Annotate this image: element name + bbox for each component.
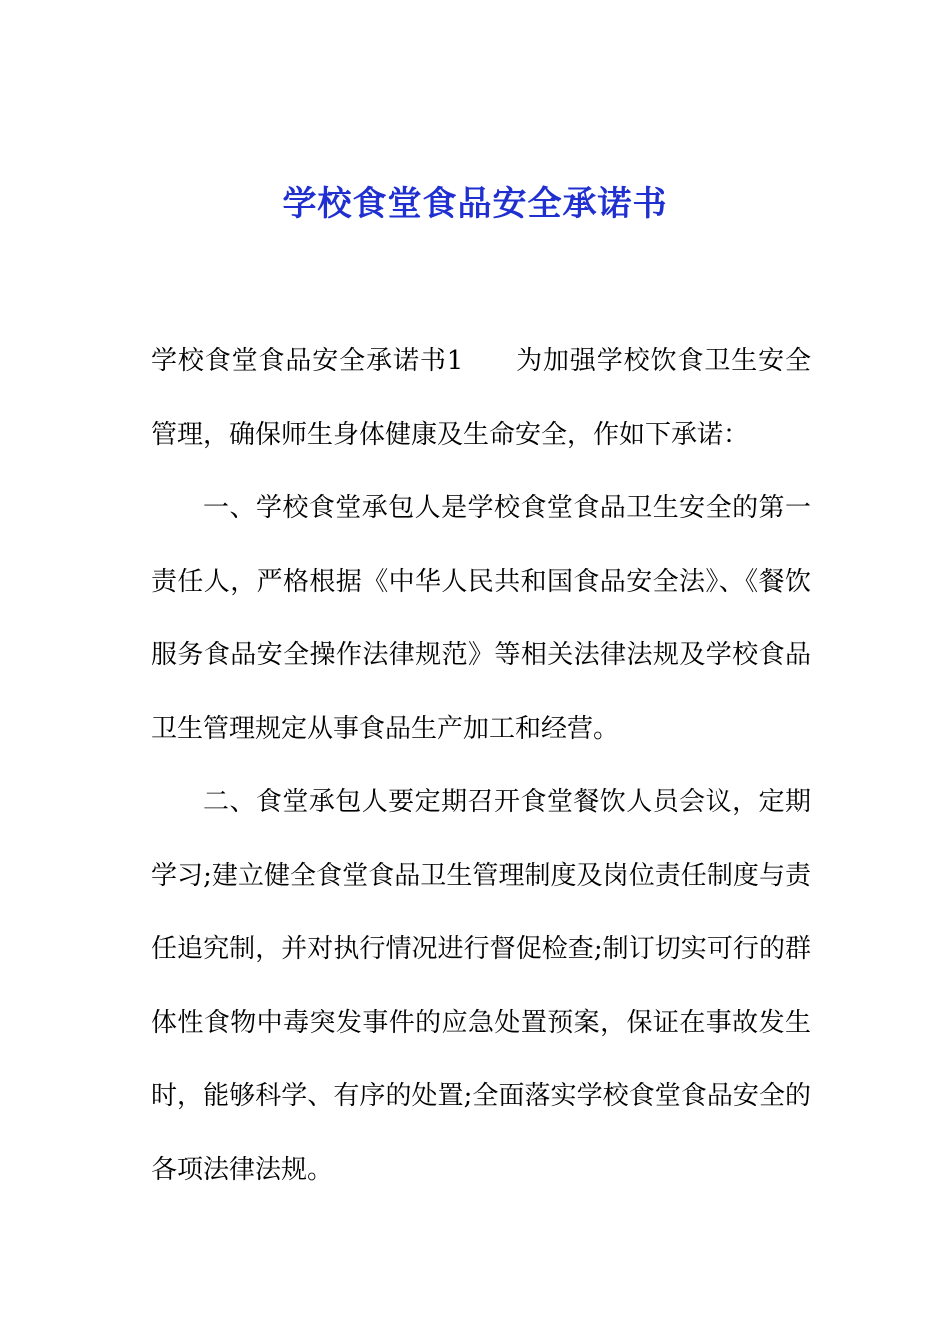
intro-text: 为加强学校饮食卫生安全管理，确保师生身体健康及生命安全，作如下承诺： bbox=[151, 346, 811, 450]
clause-paragraph-1: 一、学校食堂承包人是学校食堂食品卫生安全的第一责任人，严格根据《中华人民共和国食品安全法》、《餐饮服务食品安全操作法律规范》等相关法律法规及学校食品卫生管理规定从事食品生产加工和经营。 bbox=[151, 493, 811, 744]
document-body bbox=[151, 325, 811, 1207]
clause-paragraph-2: 二、食堂承包人要定期召开食堂餐饮人员会议，定期学习;建立健全食堂食品卫生管理制度及岗位责任制度与责任追究制，并对执行情况进行督促检查;制订切实可行的群体性食物中毒突发事件的应急处置预案，保证在事故发生时，能够科学、有序的处置;全面落实学校食堂食品安全的各项法律法规。 bbox=[151, 787, 811, 1185]
intro-paragraph bbox=[151, 325, 811, 472]
intro-heading: 学校食堂食品安全承诺书1 bbox=[151, 346, 464, 376]
document-title: 学校食堂食品安全承诺书 bbox=[282, 184, 668, 224]
